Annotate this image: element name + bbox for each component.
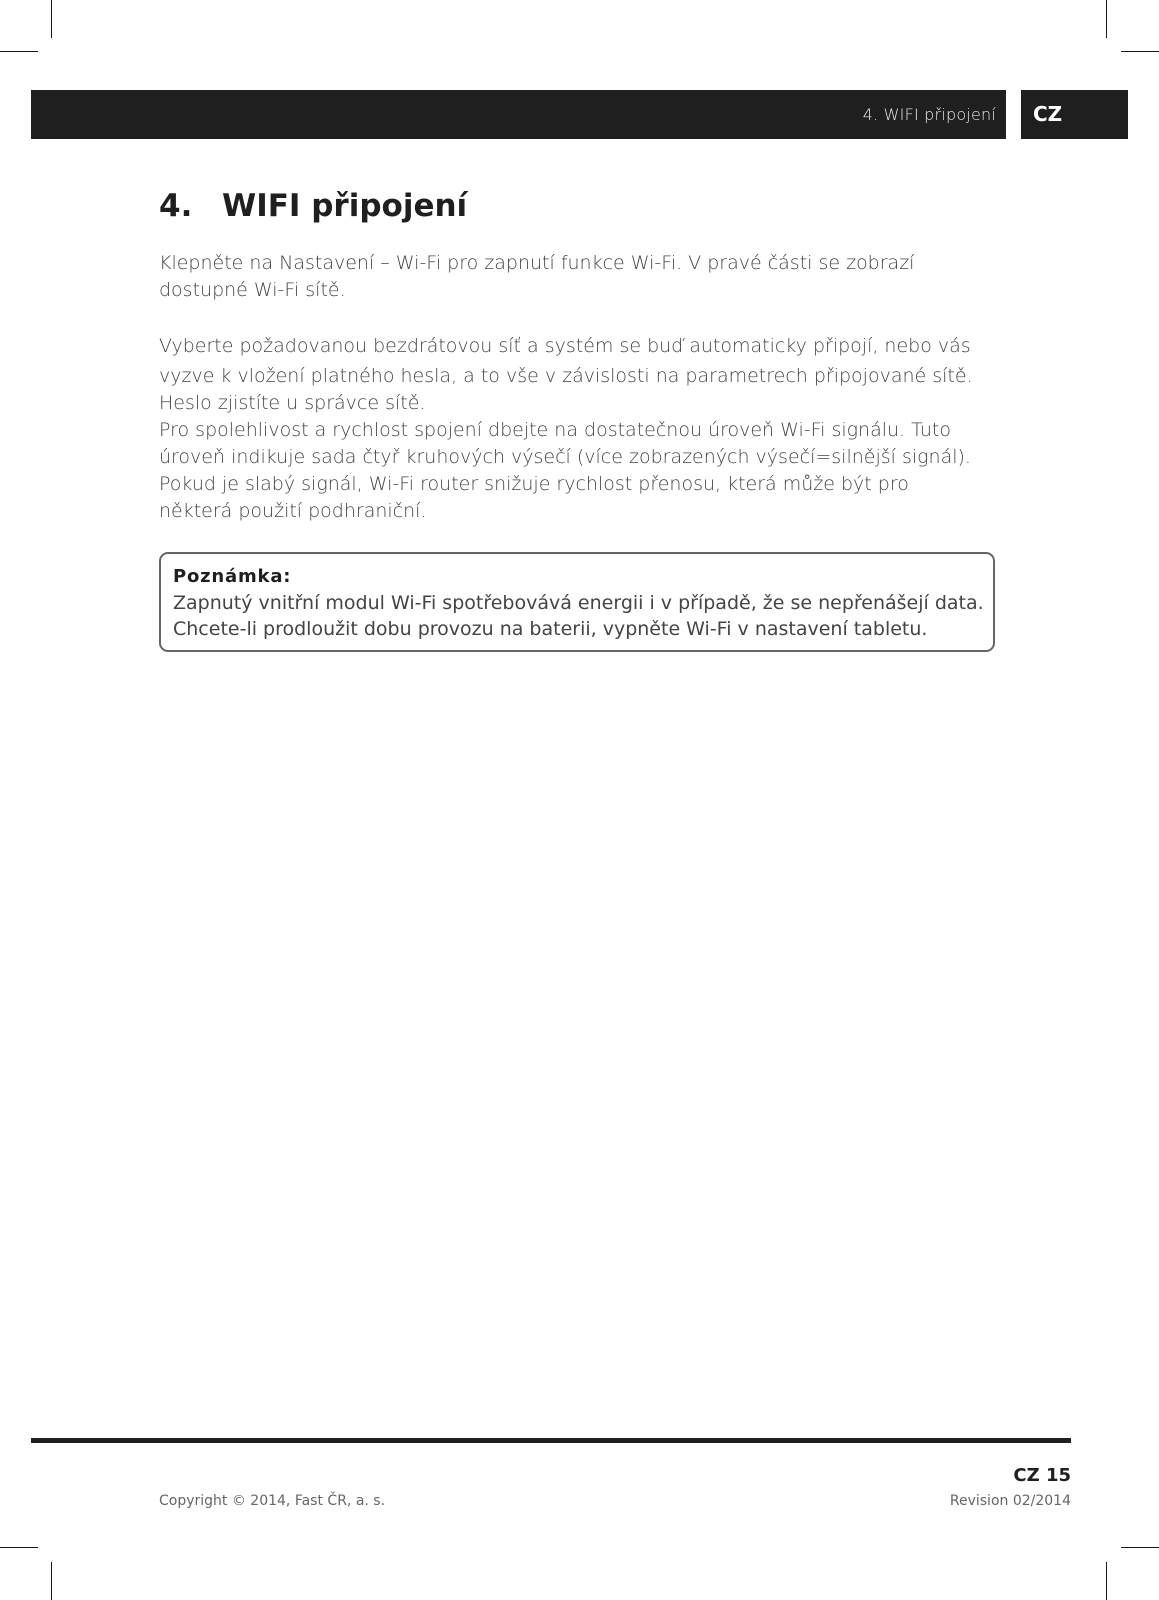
intro-paragraph: Klepněte na Nastavení – Wi-Fi pro zapnutí funkce Wi-Fi. V pravé části se zobrazí dostupné Wi-Fi sítě. <box>159 252 915 301</box>
crop-mark <box>1121 51 1159 52</box>
crop-mark <box>51 0 52 38</box>
language-tab <box>1021 90 1128 139</box>
paragraph-line: Pokud je slabý signál, Wi-Fi router snižuje rychlost přenosu, která může být pro <box>159 473 909 495</box>
revision: Revision 02/2014 <box>949 1493 1071 1509</box>
paragraph-line: Heslo zjistíte u správce sítě. <box>159 392 426 414</box>
crop-mark <box>1106 1562 1107 1600</box>
crop-mark <box>51 1562 52 1600</box>
note-line: Chcete-li prodloužit dobu provozu na baterii, vypněte Wi-Fi v nastavení tabletu. <box>173 618 928 640</box>
note-line: Zapnutý vnitřní modul Wi-Fi spotřebovává energii i v případě, že se nepřenášejí data. <box>173 592 984 614</box>
section-number: 4. <box>159 188 193 224</box>
language-tab-label: CZ <box>1033 102 1063 126</box>
crop-mark <box>0 51 38 52</box>
footer-rule <box>31 1438 1071 1443</box>
paragraph-line: Vyberte požadovanou bezdrátovou síť a systém se buď automaticky připojí, nebo vás <box>159 335 971 357</box>
paragraph-line: Pro spolehlivost a rychlost spojení dbejte na dostatečnou úroveň Wi-Fi signálu. Tuto <box>159 419 951 441</box>
section-title: WIFI připojení <box>222 188 468 224</box>
header-bar <box>31 90 1006 139</box>
paragraph-line: některá použití podhraniční. <box>159 500 427 522</box>
page-number: CZ 15 <box>1013 1465 1071 1486</box>
note-title: Poznámka: <box>173 566 292 587</box>
page-title <box>159 188 467 224</box>
paragraph-line: vyzve k vložení platného hesla, a to vše v závislosti na parametrech připojované sítě. <box>159 365 973 387</box>
crop-mark <box>1121 1547 1159 1548</box>
instructions-paragraph <box>159 330 999 525</box>
copyright: Copyright © 2014, Fast ČR, a. s. <box>159 1493 386 1509</box>
crop-mark <box>1106 0 1107 38</box>
paragraph-line: úroveň indikuje sada čtyř kruhových výsečí (více zobrazených výsečí=silnější signál). <box>159 446 971 468</box>
section-label: 4. WIFI připojení <box>862 105 996 124</box>
note-box <box>159 552 995 652</box>
crop-mark <box>0 1547 38 1548</box>
